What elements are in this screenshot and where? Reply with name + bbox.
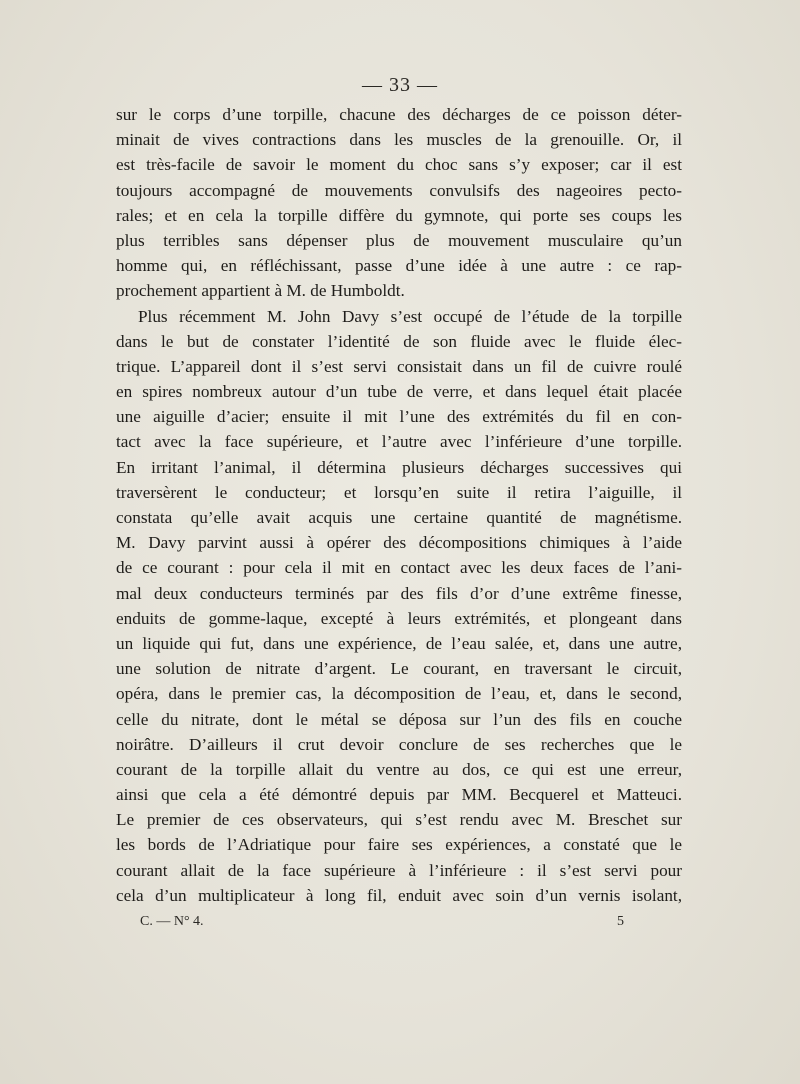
text-line: homme qui, en réfléchissant, passe d’une idée à une autre : ce rap-	[116, 256, 682, 276]
text-line: cela d’un multiplicateur à long fil, enduit avec soin d’un vernis isolant,	[116, 885, 682, 905]
text-line: noirâtre. D’ailleurs il crut devoir conclure de ses recherches que le	[116, 734, 682, 754]
text-line: constata qu’elle avait acquis une certaine quantité de magnétisme.	[116, 508, 682, 527]
text-line: les bords de l’Adriatique pour faire ses expériences, a constaté que le	[116, 835, 682, 855]
text-line: minait de vives contractions dans les muscles de la grenouille. Or, il	[116, 130, 682, 150]
text-line: tact avec la face supérieure, et l’autre avec l’inférieure d’une torpille.	[116, 432, 682, 452]
text-line: en spires nombreux autour d’un tube de verre, et dans lequel était placée	[116, 382, 682, 402]
text-line: est très-facile de savoir le moment du choc sans s’y exposer; car il est	[116, 155, 682, 175]
text-line: M. Davy parvint aussi à opérer des décompositions chimiques à l’aide	[116, 533, 682, 553]
text-line: courant allait de la face supérieure à l’inférieure : il s’est servi pour	[116, 860, 682, 880]
footer-sheet-number: 5	[617, 914, 624, 929]
text-line: une aiguille d’acier; ensuite il mit l’une des extrémités du fil en con-	[116, 407, 682, 427]
text-line: plus terribles sans dépenser plus de mouvement musculaire qu’un	[116, 230, 682, 250]
text-line: sur le corps d’une torpille, chacune des décharges de ce poisson déter-	[116, 105, 682, 124]
text-line: Plus récemment M. John Davy s’est occupé de l’étude de la torpille	[138, 306, 682, 326]
text-line: opéra, dans le premier cas, la décomposition de l’eau, et, dans le second,	[116, 684, 682, 704]
text-line: de ce courant : pour cela il mit en contact avec les deux faces de l’ani-	[116, 558, 682, 578]
text-line: une solution de nitrate d’argent. Le courant, en traversant le circuit,	[116, 659, 682, 679]
text-line: ainsi que cela a été démontré depuis par MM. Becquerel et Matteuci.	[116, 785, 682, 805]
text-line: dans le but de constater l’identité de son fluide avec le fluide élec-	[116, 331, 682, 351]
text-line: un liquide qui fut, dans une expérience, de l’eau salée, et, dans une autre,	[116, 633, 682, 653]
text-line: prochement appartient à M. de Humboldt.	[116, 281, 405, 301]
text-line: mal deux conducteurs terminés par des fils d’or d’une extrême finesse,	[116, 583, 682, 603]
text-line: rales; et en cela la torpille diffère du gymnote, qui porte ses coups les	[116, 205, 682, 225]
footer-signature: C. — N° 4.	[140, 914, 204, 929]
text-line: enduits de gomme-laque, excepté à leurs extrémités, et plongeant dans	[116, 608, 682, 628]
page-number: — 33 —	[362, 74, 438, 96]
text-line: traversèrent le conducteur; et lorsqu’en suite il retira l’aiguille, il	[116, 482, 682, 502]
text-line: En irritant l’animal, il détermina plusieurs décharges successives qui	[116, 457, 682, 477]
body-text	[116, 102, 682, 908]
text-line: celle du nitrate, dont le métal se déposa sur l’un des fils en couche	[116, 709, 682, 729]
text-line: courant de la torpille allait du ventre au dos, ce qui est une erreur,	[116, 759, 682, 779]
text-line: Le premier de ces observateurs, qui s’est rendu avec M. Breschet sur	[116, 810, 682, 830]
text-line: toujours accompagné de mouvements convulsifs des nageoires pecto-	[116, 180, 682, 200]
text-line: trique. L’appareil dont il s’est servi consistait dans un fil de cuivre roulé	[116, 356, 682, 376]
